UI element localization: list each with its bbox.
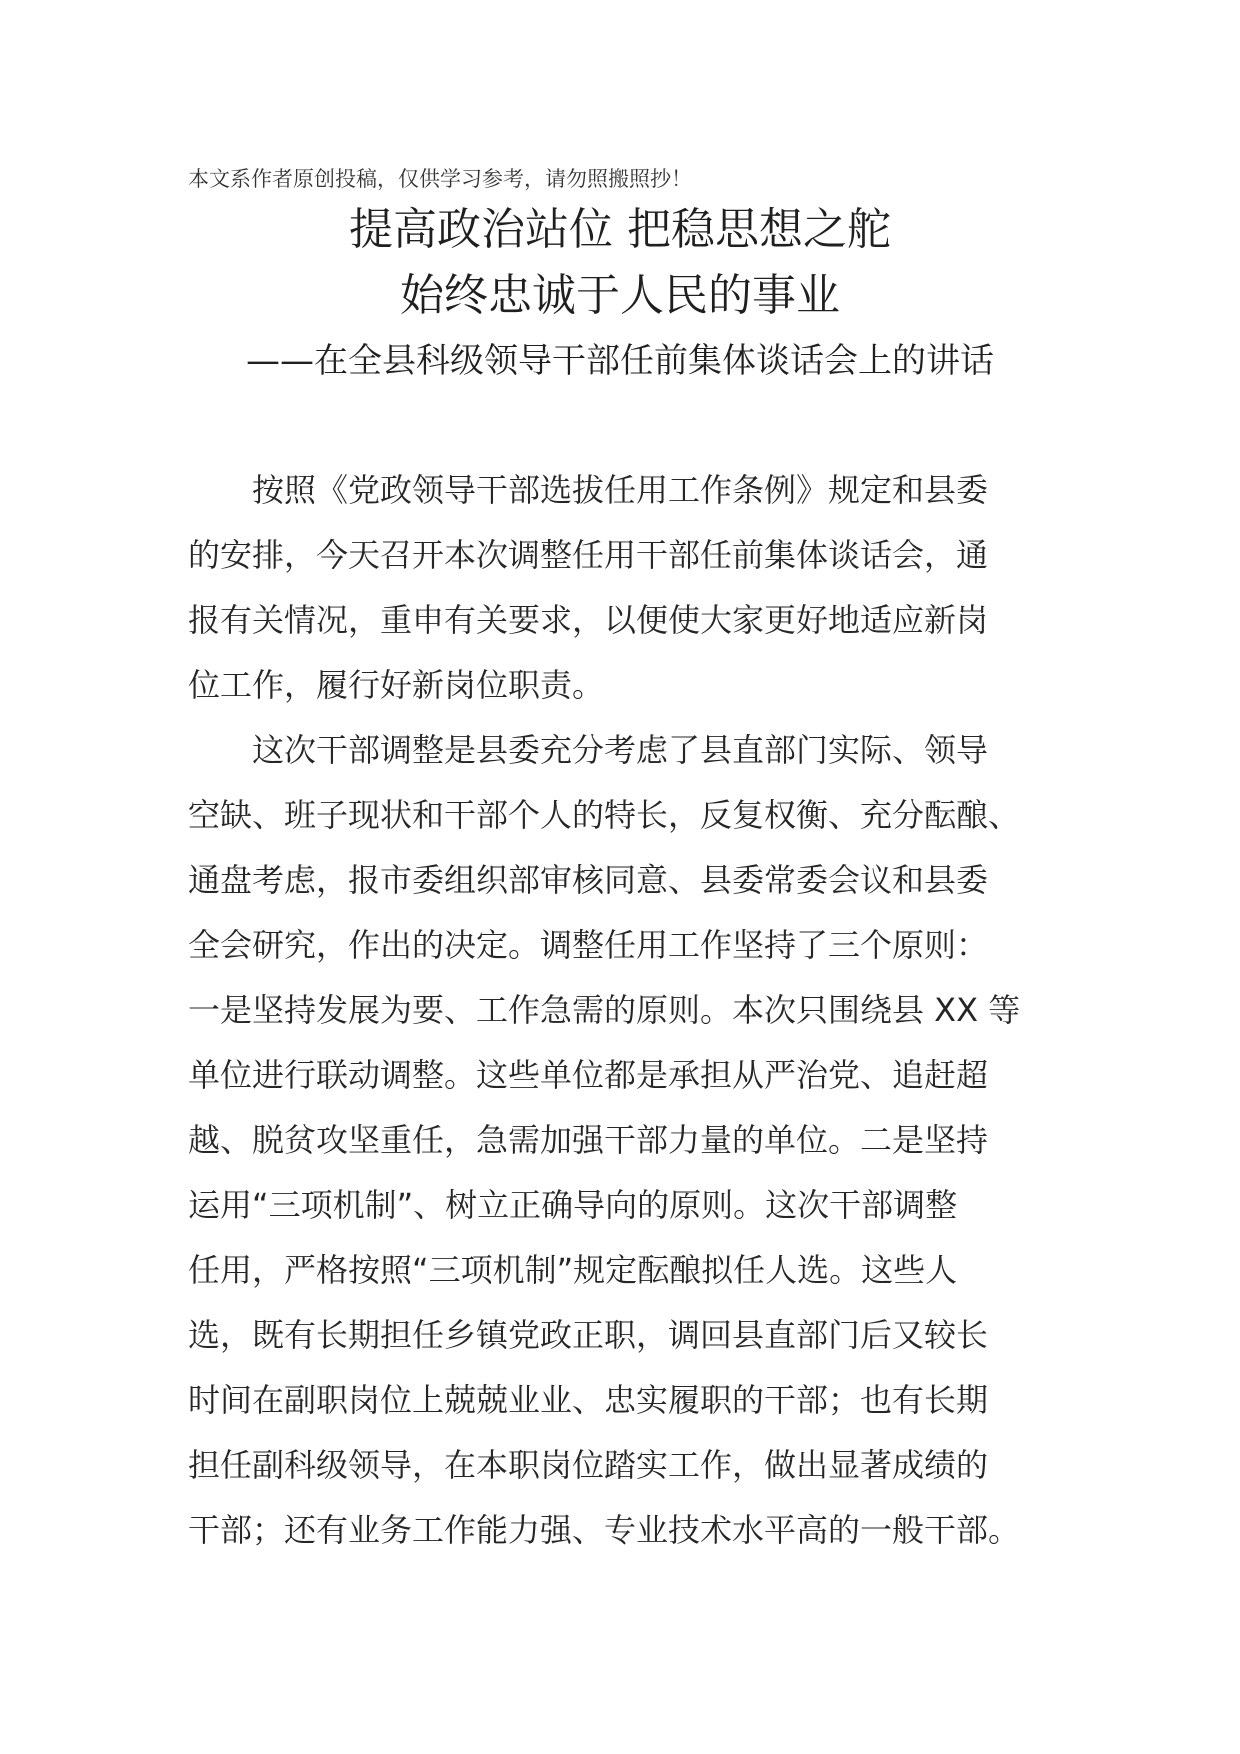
title-line-2: 始终忠诚于人民的事业 (400, 270, 840, 321)
copyright-notice: 本文系作者原创投稿，仅供学习参考，请勿照搬照抄！ (188, 167, 692, 191)
paragraph-line: 空缺、班子现状和干部个人的特长，反复权衡、充分酝酿、 (188, 796, 1021, 834)
paragraph-line: 干部；还有业务工作能力强、专业技术水平高的一般干部。 (188, 1511, 1021, 1549)
paragraph-line: 选，既有长期担任乡镇党政正职，调回县直部门后又较长 (188, 1316, 989, 1354)
paragraph-1 (188, 458, 1058, 718)
title-line-1: 提高政治站位 把稳思想之舵 (349, 204, 891, 255)
paragraph-line: 这次干部调整是县委充分考虑了县直部门实际、领导 (188, 731, 989, 769)
paragraph-2 (188, 718, 1058, 1563)
paragraph-line: 报有关情况，重申有关要求，以便使大家更好地适应新岗 (188, 601, 989, 639)
paragraph-line: 运用“三项机制”、树立正确导向的原则。这次干部调整 (188, 1186, 958, 1224)
paragraph-line: 全会研究，作出的决定。调整任用工作坚持了三个原则： (188, 926, 989, 964)
paragraph-line: 时间在副职岗位上兢兢业业、忠实履职的干部；也有长期 (188, 1381, 989, 1419)
paragraph-line: 通盘考虑，报市委组织部审核同意、县委常委会议和县委 (188, 861, 989, 899)
paragraph-line: 担任副科级领导，在本职岗位踏实工作，做出显著成绩的 (188, 1446, 989, 1484)
paragraph-line: 单位进行联动调整。这些单位都是承担从严治党、追赶超 (188, 1056, 989, 1094)
paragraph-line: 的安排，今天召开本次调整任用干部任前集体谈话会，通 (188, 536, 989, 574)
paragraph-line: 位工作，履行好新岗位职责。 (188, 666, 605, 704)
paragraph-line: 一是坚持发展为要、工作急需的原则。本次只围绕县 XX 等 (188, 991, 1021, 1029)
paragraph-line: 越、脱贫攻坚重任，急需加强干部力量的单位。二是坚持 (188, 1121, 989, 1159)
subtitle: ——在全县科级领导干部任前集体谈话会上的讲话 (246, 341, 994, 381)
paragraph-line: 按照《党政领导干部选拔任用工作条例》规定和县委 (188, 471, 989, 509)
paragraph-line: 任用，严格按照“三项机制”规定酝酿拟任人选。这些人 (188, 1251, 958, 1289)
